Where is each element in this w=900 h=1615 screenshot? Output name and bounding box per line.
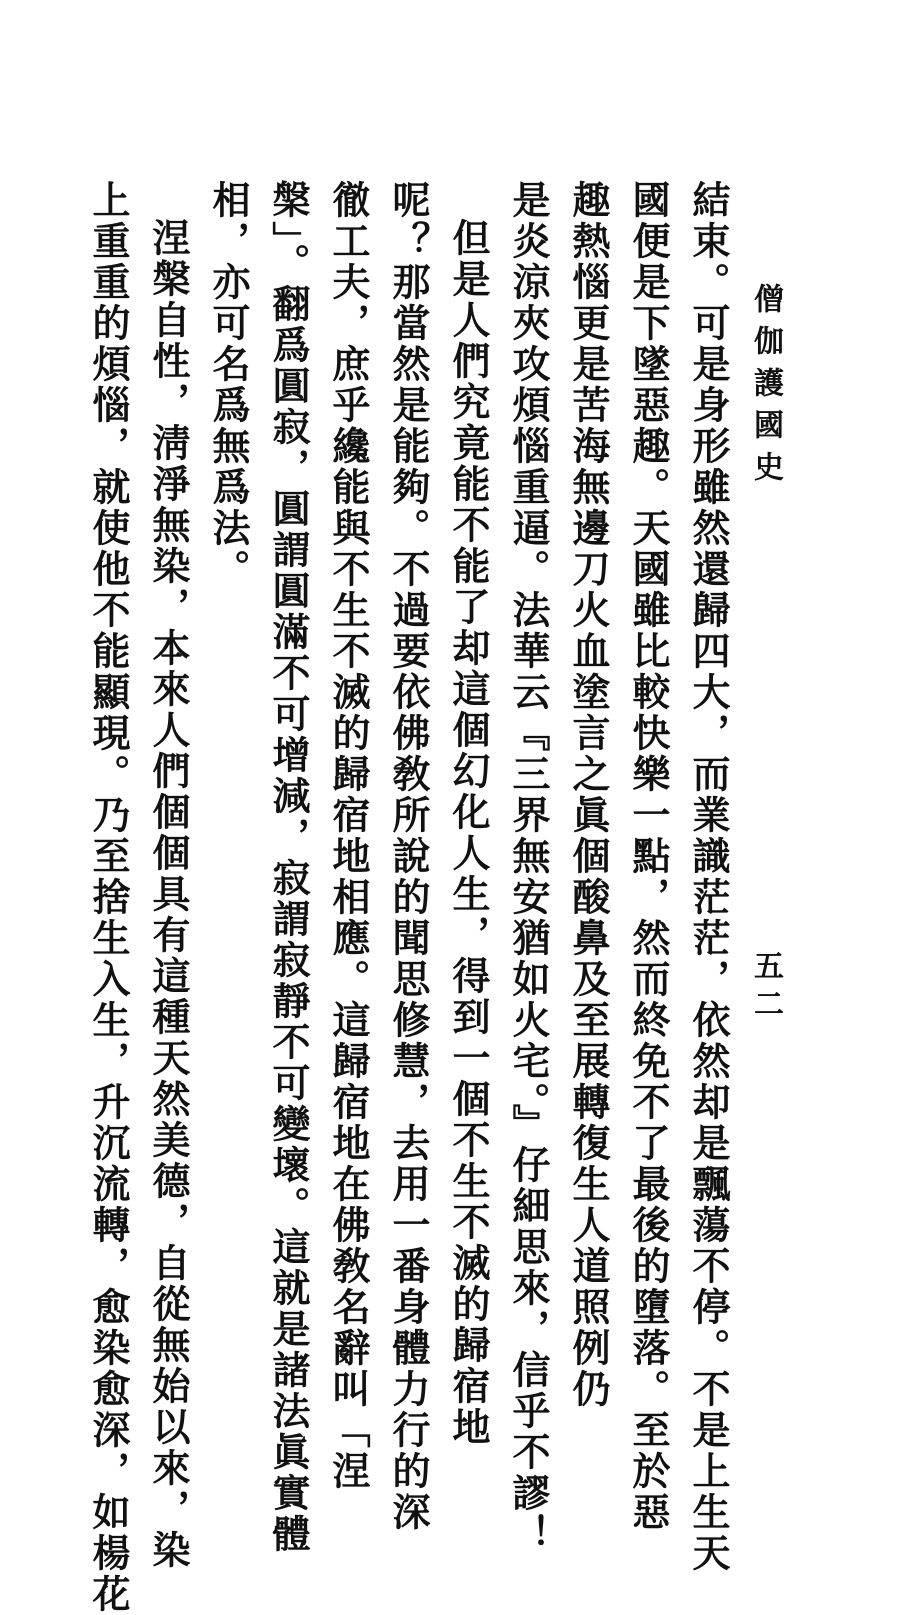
text-column: 呢？那當然是能夠。不過要依佛敎所說的聞思修慧，去用一番身體力行的深 <box>386 180 431 1533</box>
text-column: 趣熱惱更是苦海無邊刀火血塗言之眞個酸鼻及至展轉復生人道照例仍 <box>566 180 611 1410</box>
text-column: 上重重的煩惱，就使他不能顯現。乃至捨生入生，升沉流轉，愈染愈深，如楊花 <box>86 180 131 1615</box>
text-column: 相，亦可名爲無爲法。 <box>206 180 251 590</box>
running-header-title: 僧伽護國史 <box>748 283 783 493</box>
text-column: 但是人們究竟能不能了却這個幻化人生，得到一個不生不滅的歸宿地 <box>446 218 491 1448</box>
page-number: 五二 <box>748 950 783 1026</box>
text-column: 是炎涼夾攻煩惱重逼。法華云『三界無安猶如火宅。』仔細思來，信乎不謬！ <box>506 180 551 1555</box>
text-column: 結束。可是身形雖然還歸四大，而業識茫茫，依然却是飄蕩不停。不是上生天 <box>686 180 731 1574</box>
text-column: 槃」。翻爲圓寂，圓謂圓滿不可增減，寂謂寂靜不可變壞。這就是諸法眞實體 <box>266 180 311 1555</box>
text-column: 國便是下墜惡趣。天國雖比較快樂一點，然而終免不了最後的墮落。至於惡 <box>626 180 671 1533</box>
text-column: 涅槃自性，淸淨無染，本來人們個個具有這種天然美德，自從無始以來，染 <box>146 218 191 1571</box>
body-text <box>86 180 738 1615</box>
text-column: 徹工夫，庶乎纔能與不生不滅的歸宿地相應。這歸宿地在佛敎名辭叫「涅 <box>326 180 371 1492</box>
